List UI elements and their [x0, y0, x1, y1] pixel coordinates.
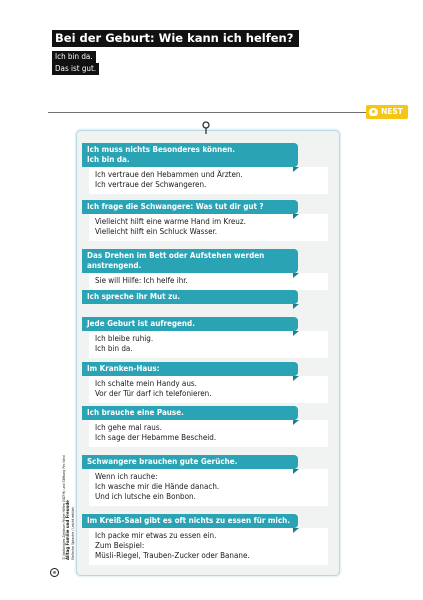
pin-icon — [201, 121, 211, 135]
section-text-line: Ich vertraue den Hebammen und Ärzten. — [95, 170, 243, 179]
section-heading-line: Ich spreche ihr Mut zu. — [87, 292, 181, 301]
section-text-line: Ich wasche mir die Hände danach. — [95, 482, 220, 491]
section-heading-line: Ich muss nichts Besonderes können. — [87, 145, 235, 154]
section-body — [89, 528, 328, 565]
section-text-line: Ich packe mir etwas zu essen ein. — [95, 531, 217, 540]
section — [82, 514, 335, 565]
section-heading — [82, 317, 298, 331]
section-heading-line: Ich bin da. — [87, 155, 130, 164]
section-body — [89, 273, 328, 290]
section-heading — [82, 200, 298, 214]
nest-logo-icon — [369, 108, 378, 116]
section — [82, 200, 335, 241]
section — [82, 455, 335, 506]
section-text-line: Vielleicht hilft eine warme Hand im Kreuz. — [95, 217, 246, 226]
section-heading — [82, 455, 298, 469]
footer-credit-line-1: © Nationales Zentrum Frühe Hilfen (NZFH) und Stiftung Pro Kind — [62, 455, 66, 560]
section-heading — [82, 143, 298, 167]
section-heading-line: Das Drehen im Bett oder Aufstehen werden anstrengend. — [87, 251, 265, 270]
nest-logo — [366, 105, 408, 119]
section-heading-line: Schwangere brauchen gute Gerüche. — [87, 457, 238, 466]
section-text-line: Zum Beispiel: — [95, 541, 145, 550]
section-heading-line: Im Kranken-Haus: — [87, 364, 160, 373]
section-heading — [82, 362, 298, 376]
section-heading — [82, 249, 298, 273]
footer-credit-line-2: Alltag Familie und Freunde — [66, 500, 72, 560]
section-heading-line: Im Kreiß-Saal gibt es oft nichts zu essen für mich. — [87, 516, 290, 525]
section — [82, 143, 335, 194]
subtitle-line-1: Ich bin da. — [52, 51, 96, 63]
section — [82, 249, 335, 290]
section-heading — [82, 514, 298, 528]
section-heading-line: Ich brauche eine Pause. — [87, 408, 184, 417]
section-body — [89, 376, 328, 403]
section-heading — [82, 290, 298, 304]
header-divider — [48, 112, 366, 113]
nest-logo-label: NEST — [381, 107, 403, 116]
subtitle-line-2: Das ist gut. — [52, 63, 99, 75]
section-text-line: Vielleicht hilft ein Schluck Wasser. — [95, 227, 218, 236]
section-body — [89, 167, 328, 194]
section-text-line: Vor der Tür darf ich telefonieren. — [95, 389, 212, 398]
section-text-line: Müsli-Riegel, Trauben-Zucker oder Banane. — [95, 551, 250, 560]
section — [82, 317, 335, 358]
section-heading-line: Jede Geburt ist aufregend. — [87, 319, 195, 328]
section-text-line: Und ich lutsche ein Bonbon. — [95, 492, 196, 501]
footer-credit — [62, 390, 75, 560]
section-text-line: Ich schalte mein Handy aus. — [95, 379, 197, 388]
section-heading — [82, 406, 298, 420]
section-text-line: Sie will Hilfe: Ich helfe ihr. — [95, 276, 188, 285]
footer-credit-line-3: Einfache Sprache / Leicht erklärt — [71, 507, 76, 560]
section-body — [89, 420, 328, 447]
section-heading-line: Ich frage die Schwangere: Was tut dir gut ? — [87, 202, 264, 211]
section-text-line: Ich bleibe ruhig. — [95, 334, 154, 343]
section-text-line: Ich vertraue der Schwangeren. — [95, 180, 207, 189]
section — [82, 406, 335, 447]
nzfh-seal-icon: ℗ — [50, 568, 59, 577]
section-body — [89, 214, 328, 241]
section-text-line: Ich sage der Hebamme Bescheid. — [95, 433, 217, 442]
section-body — [89, 331, 328, 358]
section — [82, 290, 335, 304]
section — [82, 362, 335, 403]
page-title: Bei der Geburt: Wie kann ich helfen? — [52, 30, 299, 47]
section-text-line: Wenn ich rauche: — [95, 472, 158, 481]
section-body — [89, 469, 328, 506]
section-text-line: Ich bin da. — [95, 344, 133, 353]
section-text-line: Ich gehe mal raus. — [95, 423, 162, 432]
